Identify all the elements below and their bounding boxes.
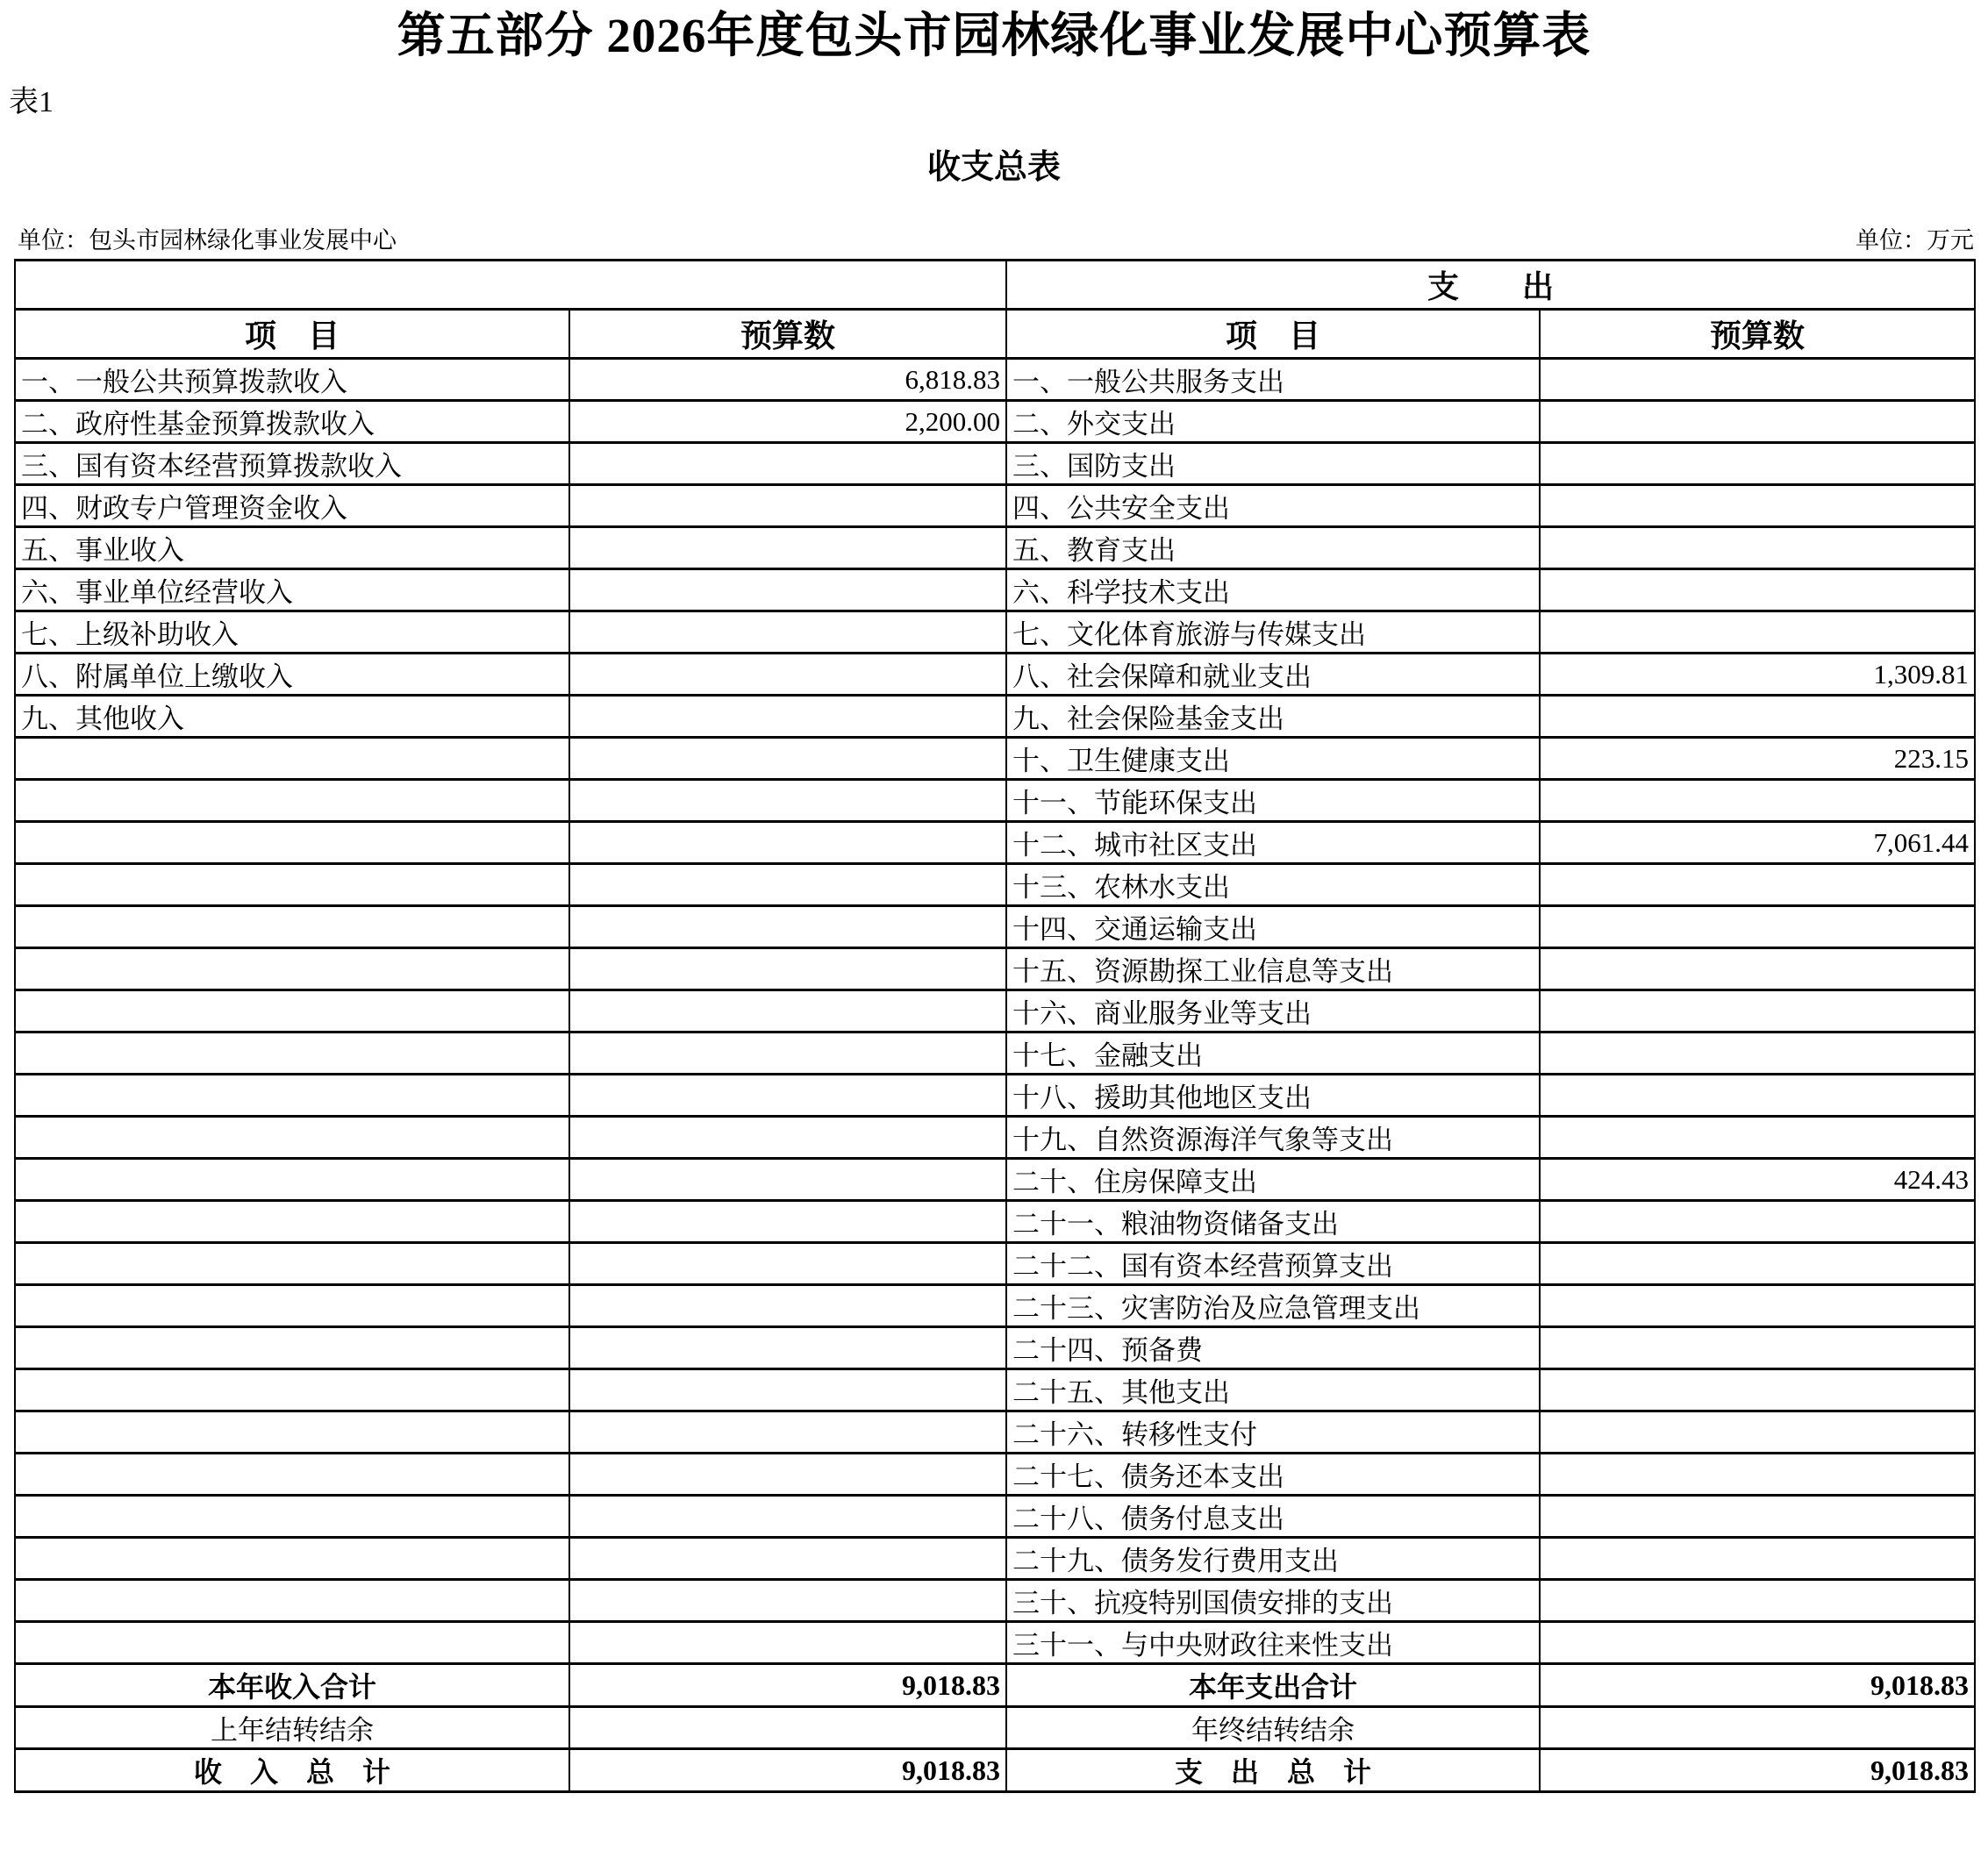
income-item-cell: [15, 1454, 569, 1496]
expense-value-cell: [1540, 485, 1975, 527]
unit-left-label: 单位：包头市园林绿化事业发展中心: [18, 227, 397, 254]
income-item-cell: 八、附属单位上缴收入: [15, 654, 569, 696]
expense-value-cell: [1540, 611, 1975, 654]
income-value-cell: [569, 1580, 1006, 1622]
expense-value-cell: [1540, 401, 1975, 443]
expense-value-cell: [1540, 780, 1975, 822]
income-item-cell: 二、政府性基金预算拨款收入: [15, 401, 569, 443]
income-value-cell: [569, 738, 1006, 780]
table-row: [15, 1327, 1975, 1369]
income-value-cell: [569, 1622, 1006, 1664]
income-item-cell: 收 入 总 计: [15, 1749, 569, 1792]
unit-line: [18, 225, 1974, 256]
income-item-cell: [15, 1117, 569, 1159]
income-item-cell: [15, 1285, 569, 1327]
income-value-cell: 9,018.83: [569, 1749, 1006, 1792]
income-item-cell: [15, 990, 569, 1032]
income-item-cell: [15, 780, 569, 822]
table-row: [15, 569, 1975, 611]
expense-item-cell: 五、教育支出: [1006, 527, 1540, 569]
income-value-cell: [569, 1075, 1006, 1117]
income-item-cell: 上年结转结余: [15, 1707, 569, 1749]
income-value-cell: [569, 822, 1006, 864]
expense-value-cell: 424.43: [1540, 1159, 1975, 1201]
expense-item-cell: 十八、援助其他地区支出: [1006, 1075, 1540, 1117]
table-row: [15, 696, 1975, 738]
table-row: [15, 1538, 1975, 1580]
income-item-cell: [15, 948, 569, 990]
table-row: [15, 1580, 1975, 1622]
income-value-cell: [569, 527, 1006, 569]
income-value-cell: [569, 1496, 1006, 1538]
income-value-cell: [569, 864, 1006, 906]
expense-value-cell: [1540, 1075, 1975, 1117]
expense-value-cell: [1540, 1032, 1975, 1075]
table-row: [15, 1075, 1975, 1117]
expense-item-cell: 二十、住房保障支出: [1006, 1159, 1540, 1201]
income-item-cell: 本年收入合计: [15, 1664, 569, 1707]
income-value-cell: 6,818.83: [569, 359, 1006, 401]
expense-value-cell: [1540, 1411, 1975, 1454]
table-row: [15, 611, 1975, 654]
table-row: [15, 1369, 1975, 1411]
income-value-cell: [569, 485, 1006, 527]
table-row: [15, 1201, 1975, 1243]
expense-value-cell: [1540, 1538, 1975, 1580]
expense-item-cell: 十六、商业服务业等支出: [1006, 990, 1540, 1032]
income-item-cell: 九、其他收入: [15, 696, 569, 738]
income-value-cell: [569, 1538, 1006, 1580]
income-item-cell: [15, 864, 569, 906]
expense-budget-header: 预算数: [1540, 310, 1975, 359]
table-row: [15, 1117, 1975, 1159]
expense-value-cell: 9,018.83: [1540, 1749, 1975, 1792]
expense-item-cell: 二十一、粮油物资储备支出: [1006, 1201, 1540, 1243]
table-footer: [15, 1664, 1975, 1792]
expense-item-cell: 四、公共安全支出: [1006, 485, 1540, 527]
table-number-label: 表1: [9, 86, 54, 118]
income-item-cell: [15, 1201, 569, 1243]
expense-item-cell: 十三、农林水支出: [1006, 864, 1540, 906]
income-item-cell: [15, 1411, 569, 1454]
table-body: [15, 359, 1975, 1664]
income-value-cell: [569, 1201, 1006, 1243]
expense-value-cell: [1540, 1580, 1975, 1622]
income-item-cell: [15, 1622, 569, 1664]
table-head: [15, 261, 1975, 359]
table-row: [15, 906, 1975, 948]
income-value-cell: [569, 1707, 1006, 1749]
table-row: [15, 1159, 1975, 1201]
table-row: [15, 1032, 1975, 1075]
income-item-cell: [15, 906, 569, 948]
expense-item-cell: 十五、资源勘探工业信息等支出: [1006, 948, 1540, 990]
expense-value-cell: [1540, 1622, 1975, 1664]
table-row: [15, 738, 1975, 780]
income-item-cell: 六、事业单位经营收入: [15, 569, 569, 611]
income-budget-header: 预算数: [569, 310, 1006, 359]
income-item-cell: [15, 822, 569, 864]
expense-item-cell: 二十五、其他支出: [1006, 1369, 1540, 1411]
expense-value-cell: [1540, 527, 1975, 569]
expense-item-cell: 十二、城市社区支出: [1006, 822, 1540, 864]
income-value-cell: [569, 906, 1006, 948]
expense-item-cell: 二十四、预备费: [1006, 1327, 1540, 1369]
expense-item-cell: 年终结转结余: [1006, 1707, 1540, 1749]
income-value-cell: [569, 569, 1006, 611]
income-value-cell: [569, 1285, 1006, 1327]
expense-value-cell: [1540, 1285, 1975, 1327]
page-title: 第五部分 2026年度包头市园林绿化事业发展中心预算表: [397, 9, 1591, 62]
income-value-cell: [569, 1032, 1006, 1075]
expense-value-cell: [1540, 1707, 1975, 1749]
income-item-cell: [15, 1369, 569, 1411]
table-row: [15, 780, 1975, 822]
expense-item-cell: 十九、自然资源海洋气象等支出: [1006, 1117, 1540, 1159]
table-row: [15, 485, 1975, 527]
income-value-cell: [569, 780, 1006, 822]
income-value-cell: [569, 654, 1006, 696]
expense-value-cell: [1540, 906, 1975, 948]
table-row: [15, 1496, 1975, 1538]
table-row: [15, 1285, 1975, 1327]
expense-value-cell: [1540, 1327, 1975, 1369]
expense-value-cell: 7,061.44: [1540, 822, 1975, 864]
income-value-cell: [569, 1117, 1006, 1159]
income-item-cell: [15, 738, 569, 780]
expense-item-cell: 三、国防支出: [1006, 443, 1540, 485]
expense-item-cell: 二十八、债务付息支出: [1006, 1496, 1540, 1538]
expense-item-cell: 九、社会保险基金支出: [1006, 696, 1540, 738]
table-row: [15, 990, 1975, 1032]
table-row: [15, 948, 1975, 990]
income-value-cell: [569, 1454, 1006, 1496]
expense-value-cell: 1,309.81: [1540, 654, 1975, 696]
table-row: [15, 527, 1975, 569]
income-value-cell: [569, 990, 1006, 1032]
income-value-cell: [569, 1159, 1006, 1201]
income-value-cell: [569, 1327, 1006, 1369]
expense-item-cell: 六、科学技术支出: [1006, 569, 1540, 611]
table-row: [15, 1243, 1975, 1285]
income-item-cell: [15, 1538, 569, 1580]
income-item-cell: 七、上级补助收入: [15, 611, 569, 654]
income-value-cell: [569, 1369, 1006, 1411]
income-item-cell: [15, 1580, 569, 1622]
total-row: [15, 1664, 1975, 1707]
expense-item-cell: 一、一般公共服务支出: [1006, 359, 1540, 401]
expense-value-cell: [1540, 1369, 1975, 1411]
table-row: [15, 864, 1975, 906]
expense-value-cell: [1540, 359, 1975, 401]
unit-right-label: 单位：万元: [1856, 227, 1974, 254]
expense-item-cell: 支 出 总 计: [1006, 1749, 1540, 1792]
income-item-cell: [15, 1159, 569, 1201]
income-value-cell: [569, 948, 1006, 990]
table-row: [15, 1411, 1975, 1454]
income-item-cell: [15, 1496, 569, 1538]
income-band-cell: [15, 261, 1006, 310]
expense-item-cell: 三十一、与中央财政往来性支出: [1006, 1622, 1540, 1664]
expense-value-cell: [1540, 1454, 1975, 1496]
expense-item-cell: 十七、金融支出: [1006, 1032, 1540, 1075]
income-item-cell: [15, 1075, 569, 1117]
income-value-cell: [569, 443, 1006, 485]
table-row: [15, 1622, 1975, 1664]
table-row: [15, 822, 1975, 864]
expense-value-cell: [1540, 696, 1975, 738]
expense-value-cell: 9,018.83: [1540, 1664, 1975, 1707]
income-value-cell: [569, 1243, 1006, 1285]
total-row: [15, 1707, 1975, 1749]
expense-item-cell: 十、卫生健康支出: [1006, 738, 1540, 780]
income-value-cell: [569, 611, 1006, 654]
expense-item-cell: 二、外交支出: [1006, 401, 1540, 443]
expense-item-cell: 本年支出合计: [1006, 1664, 1540, 1707]
income-item-cell: [15, 1032, 569, 1075]
income-item-cell: 五、事业收入: [15, 527, 569, 569]
expense-item-cell: 三十、抗疫特别国债安排的支出: [1006, 1580, 1540, 1622]
expense-value-cell: 223.15: [1540, 738, 1975, 780]
expense-value-cell: [1540, 1201, 1975, 1243]
table-title: 收支总表: [926, 149, 1061, 186]
expense-value-cell: [1540, 569, 1975, 611]
expense-item-cell: 八、社会保障和就业支出: [1006, 654, 1540, 696]
table-row: [15, 1454, 1975, 1496]
expense-item-cell: 十四、交通运输支出: [1006, 906, 1540, 948]
expense-item-cell: 二十二、国有资本经营预算支出: [1006, 1243, 1540, 1285]
income-value-cell: 9,018.83: [569, 1664, 1006, 1707]
expense-value-cell: [1540, 1117, 1975, 1159]
income-item-cell: 三、国有资本经营预算拨款收入: [15, 443, 569, 485]
income-value-cell: 2,200.00: [569, 401, 1006, 443]
expense-value-cell: [1540, 948, 1975, 990]
band-header-row: [15, 261, 1975, 310]
expense-item-cell: 二十九、债务发行费用支出: [1006, 1538, 1540, 1580]
income-item-cell: 四、财政专户管理资金收入: [15, 485, 569, 527]
income-item-header: 项 目: [15, 310, 569, 359]
expense-item-cell: 二十三、灾害防治及应急管理支出: [1006, 1285, 1540, 1327]
table-row: [15, 443, 1975, 485]
expense-value-cell: [1540, 1243, 1975, 1285]
expense-item-cell: 二十六、转移性支付: [1006, 1411, 1540, 1454]
table-row: [15, 654, 1975, 696]
summary-table: [14, 259, 1976, 1793]
expense-value-cell: [1540, 1496, 1975, 1538]
income-value-cell: [569, 696, 1006, 738]
expense-item-cell: 二十七、债务还本支出: [1006, 1454, 1540, 1496]
expense-value-cell: [1540, 864, 1975, 906]
table-row: [15, 359, 1975, 401]
total-row: [15, 1749, 1975, 1792]
expense-item-cell: 十一、节能环保支出: [1006, 780, 1540, 822]
table-row: [15, 401, 1975, 443]
expense-value-cell: [1540, 990, 1975, 1032]
expense-value-cell: [1540, 443, 1975, 485]
income-value-cell: [569, 1411, 1006, 1454]
expenditure-band-cell: 支 出: [1006, 261, 1975, 310]
expense-item-cell: 七、文化体育旅游与传媒支出: [1006, 611, 1540, 654]
income-item-cell: [15, 1243, 569, 1285]
expense-item-header: 项 目: [1006, 310, 1540, 359]
income-item-cell: [15, 1327, 569, 1369]
income-item-cell: 一、一般公共预算拨款收入: [15, 359, 569, 401]
column-header-row: [15, 310, 1975, 359]
